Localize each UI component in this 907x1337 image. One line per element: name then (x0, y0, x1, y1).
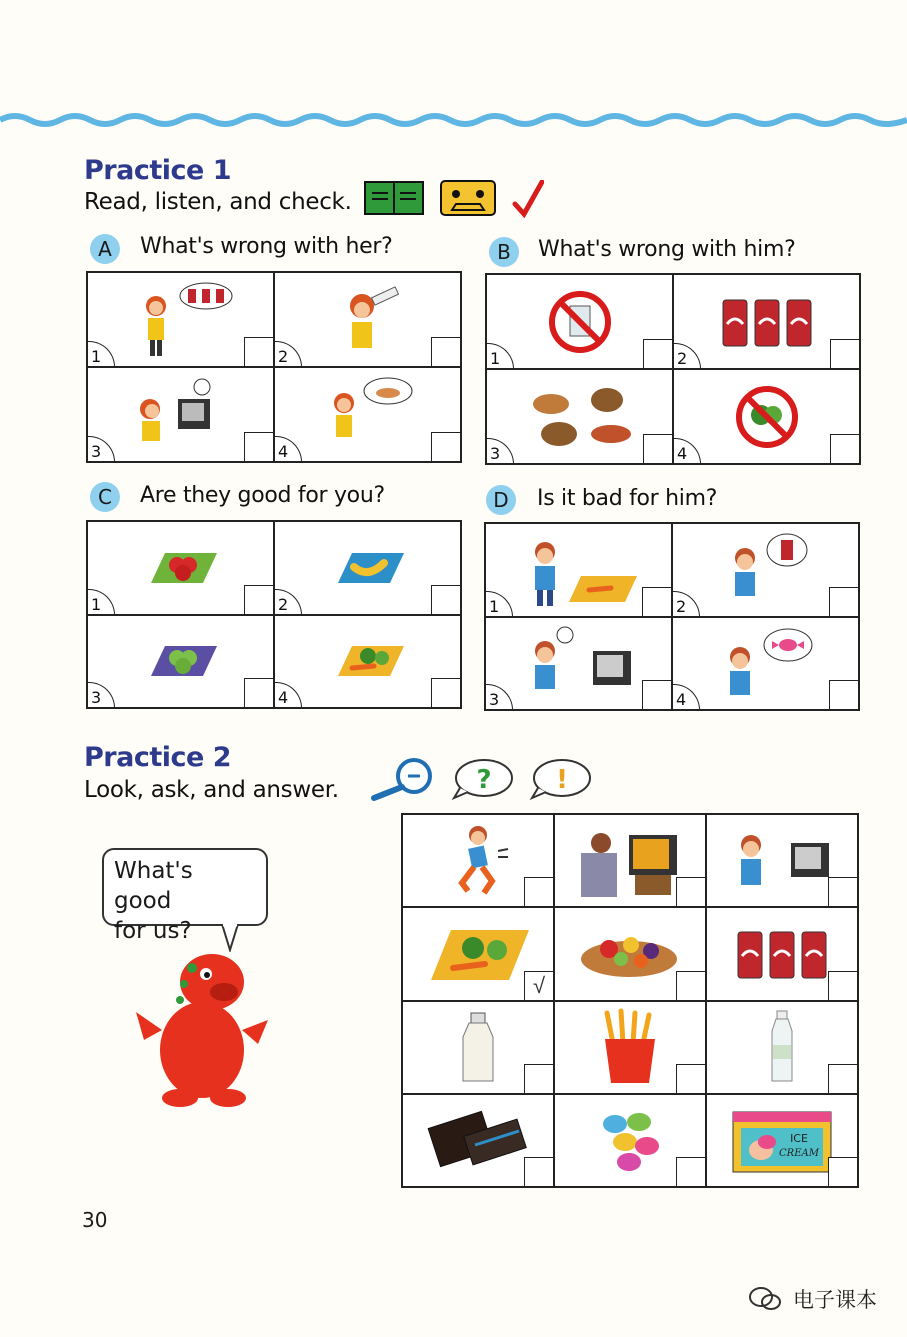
section-d-cell-1 (485, 523, 672, 617)
wavy-border (0, 108, 907, 132)
section-a-question: What's wrong with her? (140, 234, 393, 259)
section-a-cell-3 (87, 367, 274, 462)
section-d-num-2: 2 (672, 591, 700, 617)
practice2-title: Practice 2 (84, 742, 231, 773)
section-c-checkbox-4[interactable] (431, 678, 461, 708)
p2-cell-10 (402, 1094, 554, 1187)
section-b-grid (485, 273, 861, 465)
cassette-icon (440, 180, 496, 216)
section-a-cell-4 (274, 367, 461, 462)
p2-checkbox-11[interactable] (676, 1157, 706, 1187)
p2-checkbox-1[interactable] (524, 877, 554, 907)
section-d-question: Is it bad for him? (537, 486, 718, 511)
girl-playing-video-games-icon (126, 375, 236, 455)
section-b-badge: B (489, 237, 519, 267)
section-b-num-1: 1 (486, 343, 514, 369)
section-d-checkbox-1[interactable] (642, 587, 672, 617)
section-d-badge: D (486, 485, 516, 515)
section-a-num-4: 4 (274, 436, 302, 462)
section-c-checkbox-1[interactable] (244, 585, 274, 615)
section-c-cell-4 (274, 615, 461, 709)
chocolate-bars-icon (423, 1105, 533, 1175)
girl-drinking-water-icon (328, 280, 408, 360)
french-fries-icon (595, 1007, 665, 1087)
vegetables-icon (328, 636, 408, 686)
section-b-num-3: 3 (486, 438, 514, 464)
section-c-checkbox-2[interactable] (431, 585, 461, 615)
section-d-num-4: 4 (672, 684, 700, 710)
section-c-badge: C (90, 482, 120, 512)
section-a-checkbox-4[interactable] (431, 432, 461, 462)
p2-checkbox-3[interactable] (828, 877, 858, 907)
magnifier-icon (368, 756, 438, 802)
p2-cell-3 (706, 814, 858, 907)
water-bottle-icon (762, 1009, 802, 1085)
section-d-cell-3 (485, 617, 672, 711)
no-vegetables-icon (735, 385, 799, 449)
girl-watching-tv-icon (575, 821, 685, 901)
book-icon (364, 181, 424, 215)
boy-video-games-icon (727, 823, 837, 899)
check-mark-icon (512, 180, 544, 218)
section-d-num-1: 1 (485, 591, 513, 617)
section-b-cell-1 (486, 274, 673, 369)
ice-cream-label-2: CREAM (779, 1148, 819, 1160)
watermark-text: 电子课本 (793, 1288, 877, 1312)
section-a-cell-1 (87, 272, 274, 367)
section-d-grid (484, 522, 860, 711)
practice2-grid (401, 813, 859, 1188)
section-a-num-1: 1 (87, 341, 115, 367)
boy-thinking-candy-icon (716, 625, 816, 701)
practice2-instruction: Look, ask, and answer. (84, 777, 339, 803)
section-c-num-3: 3 (87, 682, 115, 708)
section-b-checkbox-2[interactable] (830, 339, 860, 369)
section-b-num-2: 2 (673, 343, 701, 369)
p2-checkbox-9[interactable] (828, 1064, 858, 1094)
p2-cell-5 (554, 907, 706, 1000)
red-apples-icon (141, 543, 221, 593)
p2-cell-8 (554, 1001, 706, 1094)
p2-checkbox-2[interactable] (676, 877, 706, 907)
section-b-checkbox-4[interactable] (830, 434, 860, 464)
p2-checkbox-10[interactable] (524, 1157, 554, 1187)
section-d-cell-4 (672, 617, 859, 711)
svg-text:?: ? (476, 765, 492, 795)
boy-with-carrot-icon (519, 532, 639, 608)
section-c-question: Are they good for you? (140, 483, 385, 508)
section-b-cell-2 (673, 274, 860, 369)
question-bubble-icon (450, 758, 516, 802)
section-c-num-1: 1 (87, 589, 115, 615)
dinosaur-mascot-icon (132, 940, 272, 1110)
soda-cans-icon (719, 294, 815, 350)
speech-bubble (102, 848, 268, 944)
boy-running-icon (438, 821, 518, 901)
speech-bubble-line-1: What's good (114, 858, 193, 914)
section-b-checkbox-1[interactable] (643, 339, 673, 369)
section-c-cell-3 (87, 615, 274, 709)
bananas-icon (328, 543, 408, 593)
vegetables-icon (423, 922, 533, 986)
section-b-question: What's wrong with him? (538, 237, 796, 262)
p2-cell-2 (554, 814, 706, 907)
section-c-num-4: 4 (274, 682, 302, 708)
section-c-cell-2 (274, 521, 461, 615)
ice-cream-label-1: ICE (790, 1132, 808, 1146)
p2-cell-9 (706, 1001, 858, 1094)
hamburgers-hotdogs-icon (525, 382, 635, 452)
candies-icon (585, 1102, 675, 1178)
section-a-checkbox-3[interactable] (244, 432, 274, 462)
section-a-checkbox-1[interactable] (244, 337, 274, 367)
section-b-num-4: 4 (673, 438, 701, 464)
soda-cans-icon (734, 926, 830, 982)
section-a-num-2: 2 (274, 341, 302, 367)
wechat-icon (748, 1286, 782, 1312)
p2-checkbox-6[interactable] (828, 971, 858, 1001)
fruit-platter-icon (575, 919, 685, 989)
milk-bottle-icon (453, 1009, 503, 1085)
girl-thinking-soda-icon (126, 280, 236, 360)
p2-cell-4 (402, 907, 554, 1000)
section-d-checkbox-3[interactable] (642, 680, 672, 710)
practice1-instruction: Read, listen, and check. (84, 189, 352, 215)
p2-cell-11 (554, 1094, 706, 1187)
p2-checkbox-5[interactable] (676, 971, 706, 1001)
boy-thinking-soda-icon (721, 532, 811, 608)
exclamation-bubble-icon (528, 758, 594, 802)
p2-checkbox-12[interactable] (828, 1157, 858, 1187)
section-d-num-3: 3 (485, 684, 513, 710)
p2-cell-7 (402, 1001, 554, 1094)
p2-checkbox-4[interactable]: √ (524, 971, 554, 1001)
p2-cell-12 (706, 1094, 858, 1187)
section-b-cell-3 (486, 369, 673, 464)
section-d-checkbox-4[interactable] (829, 680, 859, 710)
green-apples-icon (141, 636, 221, 686)
section-c-num-2: 2 (274, 589, 302, 615)
section-b-cell-4 (673, 369, 860, 464)
p2-checkbox-8[interactable] (676, 1064, 706, 1094)
section-c-grid (86, 520, 462, 709)
p2-cell-6 (706, 907, 858, 1000)
section-a-num-3: 3 (87, 436, 115, 462)
section-a-checkbox-2[interactable] (431, 337, 461, 367)
section-d-cell-2 (672, 523, 859, 617)
svg-text:!: ! (556, 765, 568, 795)
p2-checkbox-7[interactable] (524, 1064, 554, 1094)
section-a-cell-2 (274, 272, 461, 367)
section-c-checkbox-3[interactable] (244, 678, 274, 708)
girl-thinking-cake-icon (318, 375, 418, 455)
no-water-icon (548, 290, 612, 354)
section-a-grid (86, 271, 462, 463)
practice1-title: Practice 1 (84, 155, 231, 186)
section-b-checkbox-3[interactable] (643, 434, 673, 464)
p2-cell-1 (402, 814, 554, 907)
section-c-cell-1 (87, 521, 274, 615)
section-a-badge: A (90, 234, 120, 264)
ice-cream-box-icon (727, 1102, 837, 1178)
speech-bubble-line-2: for us? (114, 918, 192, 944)
section-d-checkbox-2[interactable] (829, 587, 859, 617)
boy-playing-video-games-icon (519, 625, 639, 701)
page-number: 30 (82, 1208, 108, 1232)
